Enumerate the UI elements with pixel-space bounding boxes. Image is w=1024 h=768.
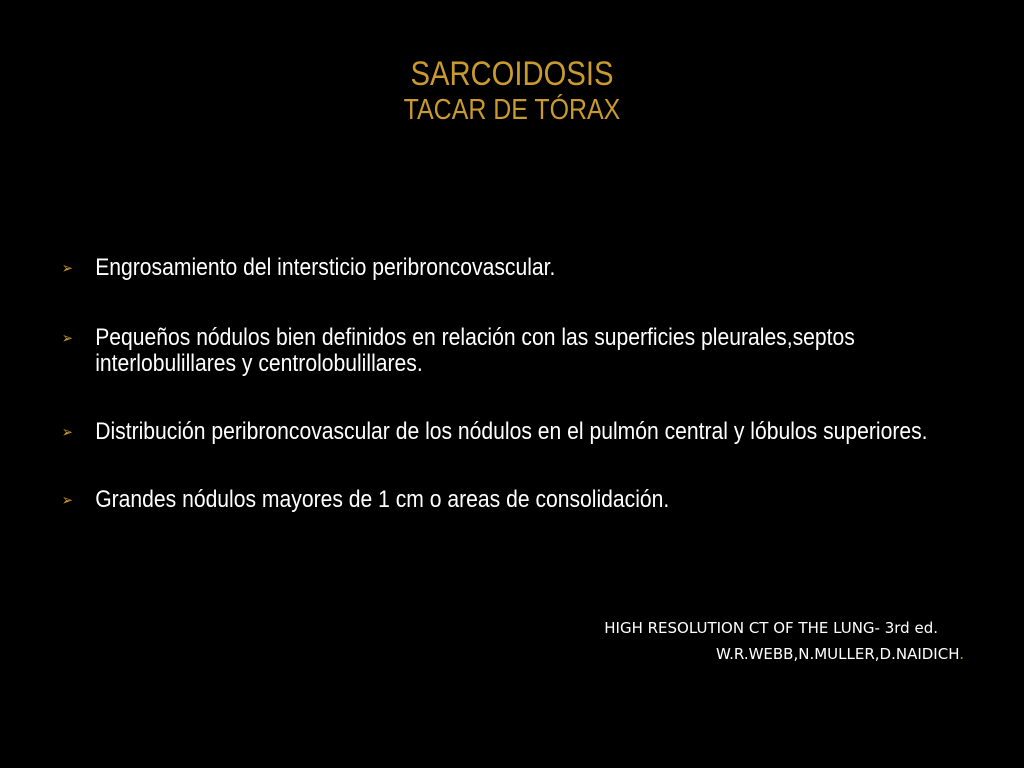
bullet-item — [60, 487, 975, 513]
bullet-text: Distribución peribroncovascular de los nódulos en el pulmón central y lóbulos superiores. — [95, 418, 928, 445]
bullet-item — [60, 419, 975, 445]
reference-title: HIGH RESOLUTION CT OF THE LUNG- 3rd ed. — [604, 619, 938, 637]
bullet-item — [60, 325, 975, 377]
bullet-text: Grandes nódulos mayores de 1 cm o areas de consolidación. — [95, 486, 670, 513]
bullet-item — [60, 255, 975, 281]
arrow-bullet-icon: ➢ — [61, 492, 73, 509]
reference-authors-text: W.R.WEBB,N.MULLER,D.NAIDICH — [716, 645, 960, 663]
reference-period: . — [959, 645, 964, 663]
reference-authors — [604, 641, 964, 667]
arrow-bullet-icon: ➢ — [61, 260, 73, 277]
slide-title: SARCOIDOSIS — [410, 55, 614, 93]
slide-subtitle: TACAR DE TÓRAX — [403, 94, 621, 126]
bullet-list — [60, 255, 960, 513]
bullet-text: Engrosamiento del intersticio peribroncovascular. — [95, 254, 556, 281]
reference-citation — [604, 615, 964, 667]
arrow-bullet-icon: ➢ — [61, 330, 73, 347]
arrow-bullet-icon: ➢ — [61, 424, 73, 441]
title-block — [0, 55, 1024, 127]
bullet-text: Pequeños nódulos bien definidos en relación con las superficies pleurales,septos interlobulillares y centrolobulillares. — [95, 324, 855, 377]
